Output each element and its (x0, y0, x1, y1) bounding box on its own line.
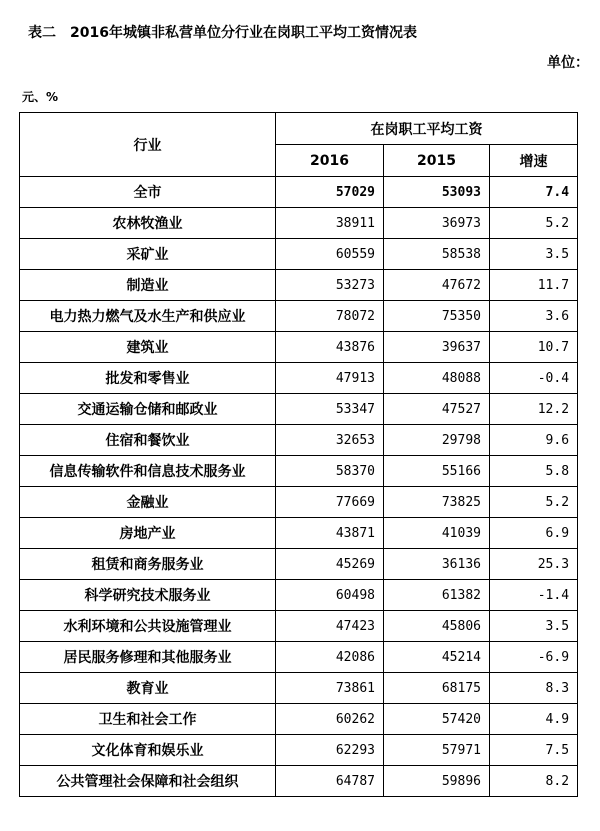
wage-2016-cell: 53273 (276, 270, 384, 301)
industry-cell: 采矿业 (20, 239, 276, 270)
wage-2015-cell: 55166 (384, 456, 490, 487)
document-title: 表二 2016年城镇非私营单位分行业在岗职工平均工资情况表 (28, 25, 417, 41)
industry-cell: 居民服务修理和其他服务业 (20, 642, 276, 673)
growth-cell: 9.6 (490, 425, 578, 456)
wage-2016-cell: 47913 (276, 363, 384, 394)
wage-2015-cell: 75350 (384, 301, 490, 332)
growth-cell: 4.9 (490, 704, 578, 735)
growth-cell: 7.5 (490, 735, 578, 766)
header-2015: 2015 (384, 145, 490, 177)
wage-2015-cell: 61382 (384, 580, 490, 611)
wage-2015-cell: 57420 (384, 704, 490, 735)
header-average-wage: 在岗职工平均工资 (276, 113, 578, 145)
wage-2015-cell: 68175 (384, 673, 490, 704)
table-row (20, 673, 578, 704)
wage-2015-cell: 58538 (384, 239, 490, 270)
wage-2015-cell: 36136 (384, 549, 490, 580)
growth-cell: 25.3 (490, 549, 578, 580)
growth-cell: 8.3 (490, 673, 578, 704)
wage-2016-cell: 57029 (276, 177, 384, 208)
table-body (20, 177, 578, 797)
growth-cell: -0.4 (490, 363, 578, 394)
industry-cell: 批发和零售业 (20, 363, 276, 394)
wage-2016-cell: 47423 (276, 611, 384, 642)
wage-2016-cell: 60559 (276, 239, 384, 270)
wage-2016-cell: 42086 (276, 642, 384, 673)
table-row (20, 394, 578, 425)
industry-cell: 租赁和商务服务业 (20, 549, 276, 580)
table-row (20, 239, 578, 270)
wage-2015-cell: 47527 (384, 394, 490, 425)
industry-cell: 水利环境和公共设施管理业 (20, 611, 276, 642)
industry-cell: 农林牧渔业 (20, 208, 276, 239)
table-row (20, 177, 578, 208)
growth-cell: 3.5 (490, 611, 578, 642)
wage-2016-cell: 32653 (276, 425, 384, 456)
wage-2016-cell: 60262 (276, 704, 384, 735)
wage-2016-cell: 43871 (276, 518, 384, 549)
wage-2015-cell: 39637 (384, 332, 490, 363)
table-row (20, 580, 578, 611)
wage-2016-cell: 58370 (276, 456, 384, 487)
table-row (20, 487, 578, 518)
growth-cell: -1.4 (490, 580, 578, 611)
wage-2015-cell: 48088 (384, 363, 490, 394)
wage-table (19, 112, 578, 797)
table-row (20, 270, 578, 301)
wage-2016-cell: 77669 (276, 487, 384, 518)
growth-cell: -6.9 (490, 642, 578, 673)
wage-2016-cell: 64787 (276, 766, 384, 797)
industry-cell: 制造业 (20, 270, 276, 301)
industry-cell: 卫生和社会工作 (20, 704, 276, 735)
table-row (20, 332, 578, 363)
table-row (20, 735, 578, 766)
growth-cell: 5.8 (490, 456, 578, 487)
growth-cell: 5.2 (490, 487, 578, 518)
growth-cell: 10.7 (490, 332, 578, 363)
header-2016: 2016 (276, 145, 384, 177)
industry-cell: 文化体育和娱乐业 (20, 735, 276, 766)
header-industry: 行业 (20, 113, 276, 177)
table-row (20, 208, 578, 239)
wage-2015-cell: 53093 (384, 177, 490, 208)
table-row (20, 301, 578, 332)
growth-cell: 3.6 (490, 301, 578, 332)
wage-2015-cell: 29798 (384, 425, 490, 456)
table-row (20, 766, 578, 797)
industry-cell: 金融业 (20, 487, 276, 518)
growth-cell: 8.2 (490, 766, 578, 797)
wage-2016-cell: 73861 (276, 673, 384, 704)
industry-cell: 交通运输仓储和邮政业 (20, 394, 276, 425)
industry-cell: 公共管理社会保障和社会组织 (20, 766, 276, 797)
wage-2016-cell: 60498 (276, 580, 384, 611)
wage-2015-cell: 47672 (384, 270, 490, 301)
wage-2015-cell: 73825 (384, 487, 490, 518)
wage-2016-cell: 78072 (276, 301, 384, 332)
wage-2016-cell: 45269 (276, 549, 384, 580)
growth-cell: 12.2 (490, 394, 578, 425)
header-growth: 增速 (490, 145, 578, 177)
table-row (20, 456, 578, 487)
industry-cell: 信息传输软件和信息技术服务业 (20, 456, 276, 487)
wage-2015-cell: 59896 (384, 766, 490, 797)
wage-2015-cell: 36973 (384, 208, 490, 239)
table-row (20, 642, 578, 673)
wage-2015-cell: 45214 (384, 642, 490, 673)
table-row (20, 611, 578, 642)
table-row (20, 549, 578, 580)
wage-2015-cell: 57971 (384, 735, 490, 766)
growth-cell: 11.7 (490, 270, 578, 301)
industry-cell: 房地产业 (20, 518, 276, 549)
table-row (20, 363, 578, 394)
growth-cell: 7.4 (490, 177, 578, 208)
unit-label: 单位： (547, 55, 589, 71)
table-row (20, 425, 578, 456)
industry-cell: 住宿和餐饮业 (20, 425, 276, 456)
unit-value: 元、% (22, 90, 59, 104)
industry-cell: 科学研究技术服务业 (20, 580, 276, 611)
wage-2016-cell: 62293 (276, 735, 384, 766)
wage-2015-cell: 45806 (384, 611, 490, 642)
table-row (20, 704, 578, 735)
growth-cell: 5.2 (490, 208, 578, 239)
industry-cell: 教育业 (20, 673, 276, 704)
growth-cell: 6.9 (490, 518, 578, 549)
industry-cell: 电力热力燃气及水生产和供应业 (20, 301, 276, 332)
table-row (20, 518, 578, 549)
wage-2016-cell: 38911 (276, 208, 384, 239)
wage-2015-cell: 41039 (384, 518, 490, 549)
wage-2016-cell: 53347 (276, 394, 384, 425)
industry-cell: 全市 (20, 177, 276, 208)
wage-2016-cell: 43876 (276, 332, 384, 363)
growth-cell: 3.5 (490, 239, 578, 270)
industry-cell: 建筑业 (20, 332, 276, 363)
